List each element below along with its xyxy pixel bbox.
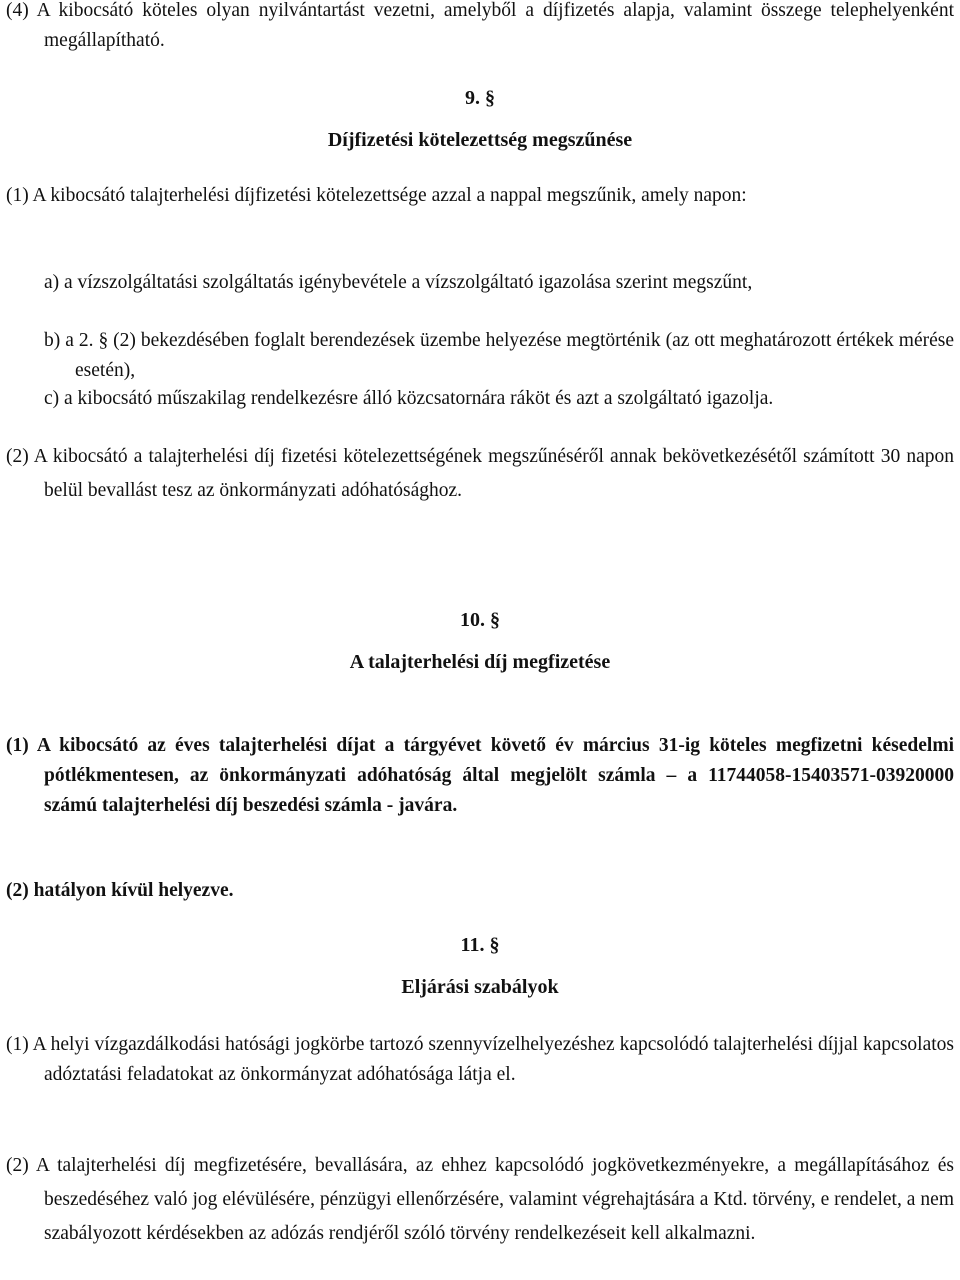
sec9-paragraph-1: (1) A kibocsátó talajterhelési díjfizetési kötelezettsége azzal a nappal megszűnik, amely napon: (6, 185, 747, 206)
sec10-paragraph-1: (1) A kibocsátó az éves talajterhelési díjat a tárgyévet követő év március 31-ig köteles megfizetni késedelmi pótlékmentesen, az önkormányzati adóhatóság által megjelölt számla – a 11744058-15403571-03920000 számú talajterhelési díj beszedési számla - javára. (6, 735, 954, 816)
section-10-title: A talajterhelési díj megfizetése (349, 651, 611, 673)
section-11-number: 11. § (460, 934, 500, 956)
section-10-number: 10. § (460, 609, 500, 631)
section-11-title: Eljárási szabályok (401, 976, 559, 998)
sec9-paragraph-2: (2) A kibocsátó a talajterhelési díj fizetési kötelezettségének megszűnéséről annak bekövetkezésétől számított 30 napon belül bevallást tesz az önkormányzati adóhatósághoz. (6, 446, 954, 501)
sec11-paragraph-2: (2) A talajterhelési díj megfizetésére, bevallására, az ehhez kapcsolódó jogkövetkezményekre, a megállapításához és beszedéséhez való jog elévülésére, pénzügyi ellenőrzésére, valamint végrehajtására a Ktd. törvény, e rendelet, a nem szabályozott kérdésekben az adózás rendjéről szóló törvény rendelkezéseit kell alkalmazni. (6, 1155, 954, 1244)
sec10-paragraph-2: (2) hatályon kívül helyezve. (6, 880, 234, 901)
sec11-paragraph-1: (1) A helyi vízgazdálkodási hatósági jogkörbe tartozó szennyvízelhelyezéshez kapcsolódó talajterhelési díjjal kapcsolatos adóztatási feladatokat az önkormányzat adóhatósága látja el. (6, 1034, 954, 1085)
sec9-item-c: c) a kibocsátó műszakilag rendelkezésre álló közcsatornára ráköt és azt a szolgáltató igazolja. (44, 388, 774, 409)
section-9-number: 9. § (465, 87, 495, 109)
section-9-title: Díjfizetési kötelezettség megszűnése (327, 129, 633, 151)
sec8-paragraph-4: (4) A kibocsátó köteles olyan nyilvántartást vezetni, amelyből a díjfizetés alapja, valamint összege telephelyenként megállapítható. (6, 0, 954, 51)
sec9-item-a: a) a vízszolgáltatási szolgáltatás igénybevétele a vízszolgáltató igazolása szerint megszűnt, (44, 272, 753, 293)
sec9-item-b: b) a 2. § (2) bekezdésében foglalt berendezések üzembe helyezése megtörténik (az ott meghatározott értékek mérése esetén), (44, 330, 954, 381)
